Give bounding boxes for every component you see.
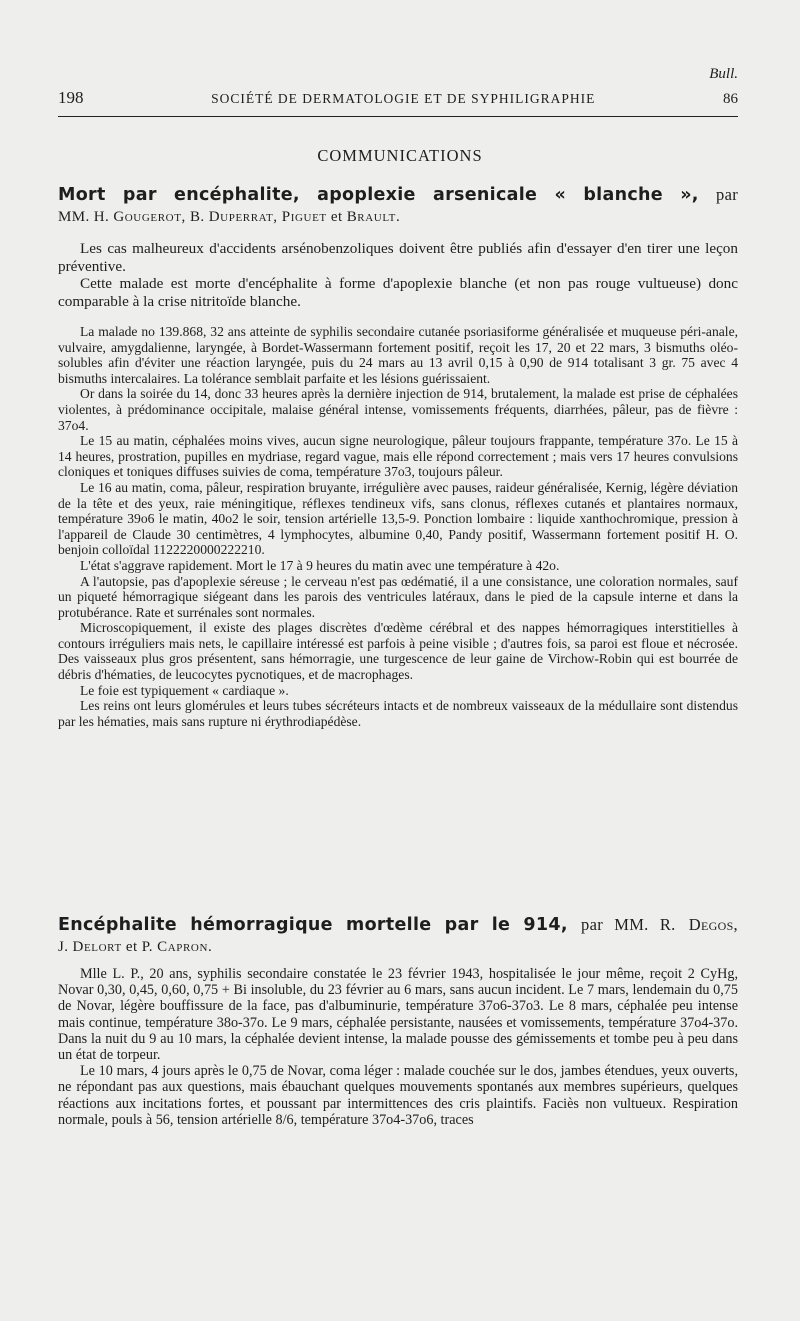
author-name: Duperrat,: [208, 209, 278, 225]
article1-title-par: par: [716, 185, 738, 204]
paragraph: Le 15 au matin, céphalées moins vives, aucun signe neurologique, pâleur toujours frappante, température 37o. Le 15 à 14 heures, prostration, pupilles en mydriase, regard vague, mais elle répond correctement ; mais vers 17 heures convulsions cloniques et toniques diffuses suivies de coma, température 37o3, toujours pâleur.: [58, 433, 738, 480]
paragraph: Le 10 mars, 4 jours après le 0,75 de Novar, coma léger : malade couchée sur le dos, jambes étendues, yeux ouverts, ne répondant pas aux questions, mais ébauchant quelques mouvements spontanés aux membres supérieurs, quelques réactions aux incitations fortes, et poussant par intermittences des cris plaintifs. Faciès non vultueux. Respiration normale, pouls à 56, tension artérielle 8/6, température 37o4-37o6, traces: [58, 1063, 738, 1128]
article1-authors: [58, 207, 738, 227]
paragraph: Les reins ont leurs glomérules et leurs tubes sécréteurs intacts et de nombreux vaisseaux de la médullaire sont distendus par les hématies, mais sans rupture ni érythrodiapédèse.: [58, 698, 738, 729]
header-rule: [58, 116, 738, 117]
article2-heading: [58, 914, 738, 957]
article2-authors: [58, 937, 738, 957]
author-conjunction: et: [330, 209, 343, 225]
section-title: COMMUNICATIONS: [317, 146, 483, 165]
article1-intro: [58, 240, 738, 310]
page-number: 198: [58, 88, 84, 107]
volume-number: 86: [723, 91, 738, 107]
bull-label: Bull.: [709, 66, 738, 82]
author-name: Brault.: [346, 209, 401, 225]
paragraph: Les cas malheureux d'accidents arsénobenzoliques doivent être publiés afin d'essayer d'en tirer une leçon préventive.: [58, 240, 738, 275]
paragraph: L'état s'aggrave rapidement. Mort le 17 à 9 heures du matin avec une température à 42o.: [80, 557, 560, 573]
authors-prefix: MM. H.: [58, 209, 110, 225]
author-name: Delort: [72, 939, 122, 955]
article2-title-par: par MM. R.: [581, 915, 676, 934]
running-header: [58, 88, 738, 108]
author-name: Gougerot,: [113, 209, 186, 225]
article2-title-text: Encéphalite hémorragique mortelle par le 914,: [58, 915, 568, 935]
paragraph: A l'autopsie, pas d'apoplexie séreuse ; le cerveau n'est pas œdématié, il a une consistance, une coloration normales, sauf un piqueté hémorragique siégeant dans les parois des ventricules latéraux, dans le pied de la capsule interne et dans la protubérance. Rate et surrénales sont normales.: [58, 573, 738, 620]
article2-title: [58, 914, 738, 936]
author-name: Capron.: [157, 939, 213, 955]
paragraph: La malade no 139.868, 32 ans atteinte de syphilis secondaire cutanée psoriasiforme généralisée et muqueuse péri-anale, vulvaire, amygdalienne, laryngée, à Bordet-Wassermann fortement positif, reçoit les 17, 20 et 22 mars, 3 bismuths oléo-solubles afin d'éviter une réaction laryngée, puis du 24 mars au 13 avril 0,15 à 0,90 de 914 totalisant 3 gr. 75 avec 4 bismuths intercalaires. La tolérance semblait parfaite et les lésions guérissaient.: [58, 324, 738, 386]
article1-heading: [58, 184, 738, 227]
paragraph: Mlle L. P., 20 ans, syphilis secondaire constatée le 23 février 1943, hospitalisée le jour même, reçoit 2 CyHg, Novar 0,30, 0,45, 0,60, 0,75 + Bi insoluble, du 23 février au 6 mars, sans aucun incident. Le 7 mars, lendemain du 0,75 de Novar, légère bouffissure de la face, pas d'albuminurie, température 37o6-37o3. Le 8 mars, céphalée peu intense mais continue, température 38o-37o. Le 9 mars, céphalée persistante, nausées et vomissements, température 37o4-37o. Dans la nuit du 9 au 10 mars, la céphalée devient intense, la malade pousse des gémissements et tombe peu à peu dans un état de torpeur.: [58, 966, 738, 1064]
paragraph: Microscopiquement, il existe des plages discrètes d'œdème cérébral et des nappes hémorragiques interstitielles à contours irréguliers mais nets, le capillaire intéressé est parfois à peine visible ; d'autres fois, sa paroi est floue et nécrosée. Des vaisseaux plus gros présentent, sans hémorragie, une turgescence de leur gaine de Virchow-Robin qui est bourrée de débris d'hématies, de leucocytes pycnotiques, et de macrophages.: [58, 620, 738, 683]
author-initial: J.: [58, 939, 69, 955]
author-initial: P.: [141, 939, 153, 955]
author-conjunction: et: [125, 939, 138, 955]
article1-title-text: Mort par encéphalite, apoplexie arsenicale « blanche »,: [58, 185, 699, 205]
paragraph: Or dans la soirée du 14, donc 33 heures après la dernière injection de 914, brutalement, la malade est prise de céphalées violentes, à prédominance occipitale, malaise général intense, vomissements fréquents, diarrhées, pâleur, pas de fièvre : 37o4.: [58, 386, 738, 433]
paragraph: Le foie est typiquement « cardiaque ».: [80, 682, 289, 698]
paragraph: Le 16 au matin, coma, pâleur, respiration bruyante, irrégulière avec pauses, raideur généralisée, Kernig, légère déviation de la tête et des yeux, raie méningitique, réflexes tendineux vifs, sans clonus, réflexes cutanés et plantaires normaux, température 39o6 le matin, 40o2 le soir, tension artérielle 13,5-9. Ponction lombaire : liquide xanthochromique, pression à l'appareil de Claude 30 centimètres, 4 lymphocytes, albumine 0,40, Pandy positif, Wassermann fortement positif H. O. benjoin colloïdal 1122220000222210.: [58, 479, 738, 558]
paragraph: Cette malade est morte d'encéphalite à forme d'apoplexie blanche (et non pas rouge vultueuse) donc comparable à la crise nitritoïde blanche.: [58, 275, 738, 310]
article1-body: [58, 324, 738, 729]
journal-title: SOCIÉTÉ DE DERMATOLOGIE ET DE SYPHILIGRAPHIE: [211, 91, 596, 106]
author-name: Piguet: [281, 209, 327, 225]
author-name: Degos,: [688, 915, 738, 934]
article1-title: [58, 184, 738, 206]
article2-body: [58, 966, 738, 1128]
author-initial: B.: [190, 209, 205, 225]
